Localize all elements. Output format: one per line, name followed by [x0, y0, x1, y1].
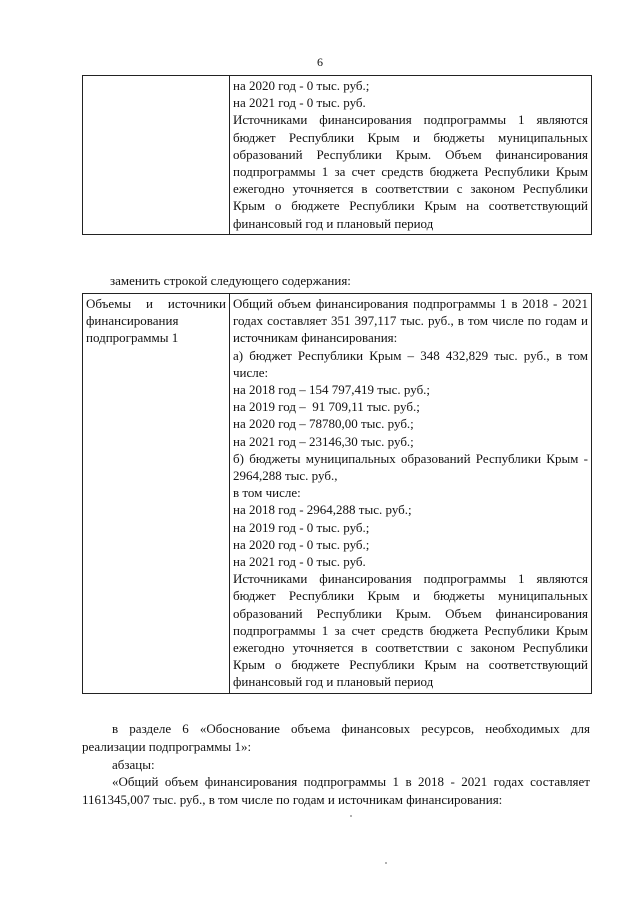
- budget-a-text: а) бюджет Республики Крым – 348 432,829 тыс. руб., в том числе:: [233, 347, 588, 380]
- label-cell: Объемы и источники финансирования подпрограммы 1: [83, 294, 230, 694]
- budget-a-year-line: на 2021 год – 23146,30 тыс. руб.;: [233, 433, 414, 449]
- old-financing-table: [82, 75, 592, 235]
- section-paragraph: в разделе 6 «Обоснование объема финансовых ресурсов, необходимых для реализации подпрограммы 1»:: [82, 721, 590, 754]
- budget-a-year-line: на 2018 год – 154 797,419 тыс. руб.;: [233, 382, 431, 398]
- table-row: [83, 294, 592, 694]
- in-that-text: в том числе:: [233, 485, 301, 501]
- empty-label-cell: [83, 76, 230, 235]
- abzacy-text: абзацы:: [112, 757, 155, 772]
- budget-a-year-line: на 2020 год – 78780,00 тыс. руб.;: [233, 416, 414, 432]
- budget-b-year-line: на 2021 год - 0 тыс. руб.: [233, 554, 366, 570]
- old-year-line: на 2021 год - 0 тыс. руб.: [233, 95, 366, 111]
- budget-a-year-line: на 2019 год – 91 709,11 тыс. руб.;: [233, 399, 420, 415]
- scan-speck: [350, 815, 352, 817]
- budget-b-text: б) бюджеты муниципальных образований Республики Крым - 2964,288 тыс. руб.,: [233, 450, 588, 484]
- scan-speck: [385, 862, 387, 864]
- new-sources-text: Источниками финансирования подпрограммы 1 являются бюджет Республики Крым и бюджеты муниципальных образований Республики Крым. Объем финансирования подпрограммы 1 за счет средств бюджета Республики Крым ежегодно уточняется в соответствии с законом Республики Крым о бюджете Республики Крым на соответствующий финансовый год и плановый период: [233, 571, 588, 690]
- old-sources-text: Источниками финансирования подпрограммы 1 являются бюджет Республики Крым и бюджеты муниципальных образований Республики Крым. Объем финансирования подпрограммы 1 за счет средств бюджета Республики Крым ежегодно уточняется в соответствии с законом Республики Крым о бюджете Республики Крым на соответствующий финансовый год и плановый период: [233, 112, 588, 231]
- table-row: [83, 76, 592, 235]
- page-number: 6: [317, 55, 323, 69]
- new-financing-table: [82, 293, 592, 694]
- quote-paragraph: «Общий объем финансирования подпрограммы 1 в 2018 - 2021 годах составляет 1161345,007 тыс. руб., в том числе по годам и источникам финансирования:: [82, 774, 590, 807]
- old-year-line: на 2020 год - 0 тыс. руб.;: [233, 78, 370, 93]
- budget-b-year-line: на 2020 год - 0 тыс. руб.;: [233, 536, 370, 552]
- old-content-cell: [230, 76, 592, 235]
- replace-instruction: заменить строкой следующего содержания:: [110, 273, 351, 288]
- budget-b-year-line: на 2018 год - 2964,288 тыс. руб.;: [233, 502, 412, 518]
- budget-b-year-line: на 2019 год - 0 тыс. руб.;: [233, 519, 370, 535]
- new-content-cell: [230, 294, 592, 694]
- total-text: Общий объем финансирования подпрограммы 1 в 2018 - 2021 годах составляет 351 397,117 тыс. руб., в том числе по годам и источникам финансирования:: [233, 296, 588, 346]
